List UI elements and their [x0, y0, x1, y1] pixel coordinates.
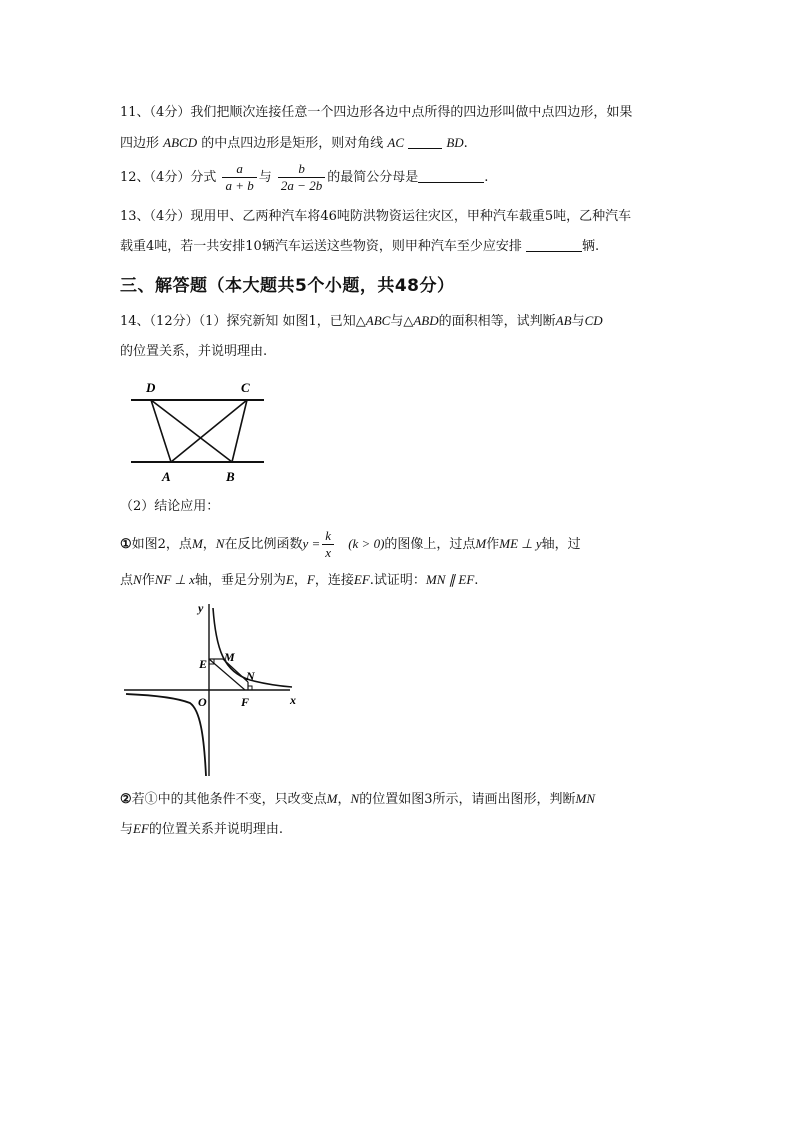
q14-text: 的面积相等，试判断 [438, 314, 556, 329]
q14-text: .试证明： [369, 573, 426, 588]
q14-text: ， [293, 573, 307, 588]
q12-text: 分式 [190, 170, 217, 185]
q13-text: 辆. [581, 239, 600, 254]
q14-sub2-line2 [120, 820, 283, 839]
fraction-2 [278, 161, 325, 194]
math-nf-perp: NF ⊥ x [154, 572, 195, 587]
q14-line2 [120, 343, 267, 361]
q11-text: 我们把顺次连接任意一个四边形各边中点所得的四边形叫做中点四边形，如果 [190, 105, 633, 120]
q12-text: . [484, 170, 489, 185]
math-y-eq: y = [302, 536, 321, 551]
q14-text: 与 [120, 822, 134, 837]
q14-sub1-line2 [120, 571, 478, 590]
math-ac: AC [387, 135, 405, 150]
q12-points: （4分） [149, 170, 191, 185]
math-f: F [306, 572, 315, 587]
q14-sub1-line1 [120, 526, 581, 563]
q14-text: 如图1，已知△ [282, 314, 366, 329]
q14-text: 与△ [390, 314, 414, 329]
q14-text: 的位置如图3所示，请画出图形，判断 [359, 792, 576, 807]
q11-line2 [120, 134, 468, 153]
circle-number-1: ① [120, 537, 132, 552]
q14-text: ， [337, 792, 351, 807]
q13-text: 现用甲、乙两种汽车将46吨防洪物资运往灾区，甲种汽车载重5吨，乙种汽车 [190, 209, 632, 224]
math-m: M [326, 791, 338, 806]
q14-part2-label: （2）结论应用： [120, 499, 220, 514]
fig2-label-y: y [198, 601, 204, 615]
answer-blank[interactable] [408, 134, 442, 149]
q11-line1 [120, 104, 632, 122]
math-tri-abd: ABD [413, 313, 439, 328]
fraction-denominator: 2a − 2b [278, 177, 325, 194]
fraction-numerator: b [298, 161, 305, 176]
q12-text: 的最简公分母是 [327, 170, 419, 185]
q11-text: 的中点四边形是矩形，则对角线 [201, 136, 384, 151]
q14-text: 与 [571, 314, 585, 329]
fig2-label-x: x [290, 693, 296, 707]
math-me-perp: ME ⊥ y [499, 536, 542, 551]
q14-text: 轴，过 [541, 537, 581, 552]
q14-text: 在反比例函数 [224, 537, 303, 552]
q14-text: ，连接 [314, 573, 354, 588]
q12-text: 与 [258, 170, 272, 185]
q14-points: （12分） [149, 314, 199, 329]
q13-line1 [120, 208, 631, 226]
math-cd: CD [584, 313, 603, 328]
math-tri-abc: ABC [365, 313, 391, 328]
answer-blank[interactable] [526, 237, 582, 252]
fig2-label-o: O [198, 695, 207, 709]
fraction-numerator: k [325, 528, 332, 543]
q14-text: 的位置关系，并说明理由. [120, 344, 268, 359]
fig1-label-b: B [226, 469, 235, 484]
math-ef: EF [133, 821, 149, 836]
section-heading: 三、解答题（本大题共5个小题，共48分） [120, 276, 455, 296]
fraction-denominator: a + b [222, 177, 256, 194]
math-m: M [191, 536, 203, 551]
fraction-numerator: a [236, 161, 243, 176]
answer-blank[interactable] [418, 168, 484, 183]
math-n: N [350, 791, 360, 806]
fraction-denominator: x [322, 544, 334, 561]
q14-sub2-line1 [120, 790, 595, 809]
fig1-label-a: A [162, 469, 171, 484]
math-n: N [133, 572, 142, 587]
fig2-label-f: F [241, 695, 250, 709]
math-quad: ABCD [163, 135, 198, 150]
q14-text: 轴，垂足分别为 [194, 573, 286, 588]
math-ab: AB [555, 313, 572, 328]
q11-number: 11、 [120, 105, 150, 120]
fig1-label-d: D [146, 380, 156, 395]
q14-text: ， [202, 537, 216, 552]
q11-text: . [463, 136, 468, 151]
q14-text: 如图2，点 [131, 537, 192, 552]
q13-points: （4分） [149, 209, 191, 224]
q12-number: 12、 [120, 170, 150, 185]
q14-text: 作 [486, 537, 500, 552]
fig2-label-n: N [246, 669, 255, 683]
fraction-1 [222, 161, 256, 194]
math-bd: BD [446, 135, 464, 150]
q11-text: 四边形 [120, 136, 160, 151]
q13-number: 13、 [120, 209, 150, 224]
q14-text: 的图像上，过点 [384, 537, 476, 552]
math-m: M [475, 536, 487, 551]
figure-2 [120, 600, 305, 780]
math-e: E [285, 572, 294, 587]
q13-line2 [120, 237, 599, 256]
q14-number: 14、 [120, 314, 150, 329]
fig1-label-c: C [241, 380, 250, 395]
math-ef: EF [353, 572, 370, 587]
circle-number-2: ② [120, 792, 132, 807]
q14-text: . [474, 573, 479, 588]
q14-text: 点 [120, 573, 134, 588]
fig2-label-m: M [224, 650, 235, 664]
fraction-k-over-x [322, 528, 334, 561]
figure-1 [126, 378, 271, 488]
math-condition: (k > 0) [348, 536, 385, 551]
q12-line [120, 160, 488, 196]
q14-line1 [120, 312, 603, 331]
q14-part1-label: （1）探究新知 [198, 314, 279, 329]
q14-text: 若①中的其他条件不变，只改变点 [131, 792, 327, 807]
fig2-label-e: E [199, 657, 208, 671]
math-n: N [215, 536, 225, 551]
q11-points: （4分） [149, 105, 191, 120]
q14-text: 作 [141, 573, 155, 588]
q14-text: 的位置关系并说明理由. [148, 822, 284, 837]
q14-part2-heading [120, 498, 219, 516]
math-mn-parallel-ef: MN ∥ EF [425, 572, 475, 587]
q13-text: 载重4吨，若一共安排10辆汽车运送这些物资，则甲种汽车至少应安排 [120, 239, 522, 254]
math-mn: MN [575, 791, 595, 806]
